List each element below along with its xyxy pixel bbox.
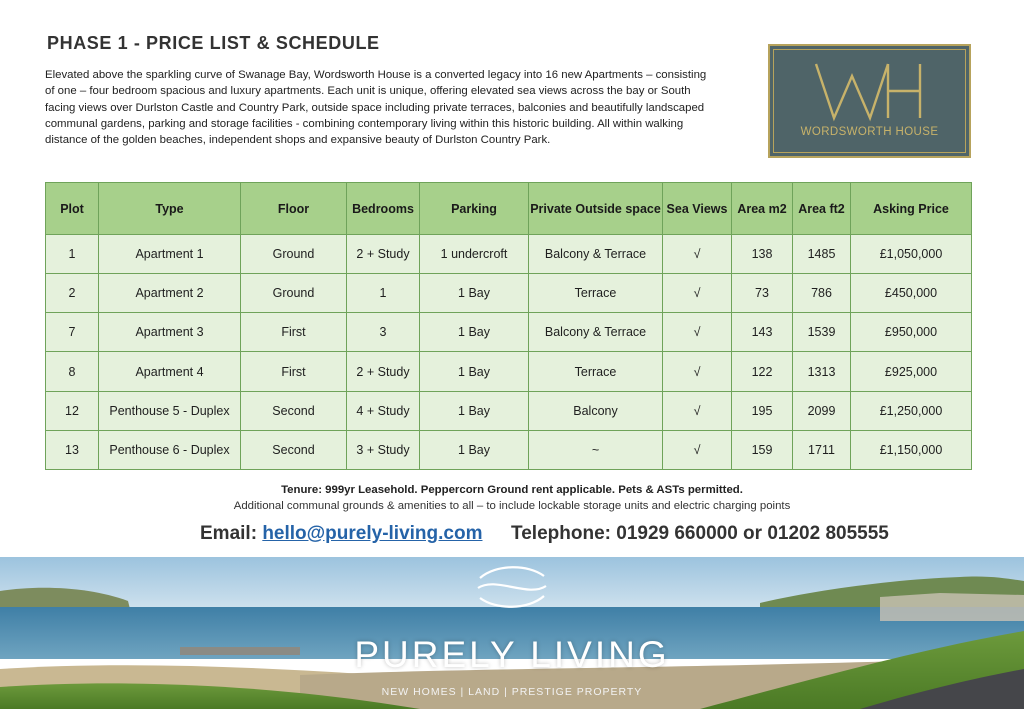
table-cell: Terrace: [529, 352, 663, 391]
table-cell: √: [663, 313, 732, 352]
table-cell: 1539: [793, 313, 851, 352]
table-cell: ~: [529, 430, 663, 469]
table-cell: Balcony & Terrace: [529, 313, 663, 352]
table-cell: 786: [793, 274, 851, 313]
table-cell: 7: [46, 313, 99, 352]
price-schedule-table: [45, 182, 972, 470]
table-cell: Balcony & Terrace: [529, 235, 663, 274]
table-cell: 1 Bay: [420, 352, 529, 391]
table-cell: 1 Bay: [420, 391, 529, 430]
table-cell: √: [663, 235, 732, 274]
email-link[interactable]: hello@purely-living.com: [262, 523, 483, 544]
table-cell: 1: [347, 274, 420, 313]
table-cell: Penthouse 5 - Duplex: [99, 391, 241, 430]
column-header: Asking Price: [851, 183, 972, 235]
telephone-text: Telephone: 01929 660000 or 01202 805555: [511, 523, 889, 544]
table-cell: 195: [732, 391, 793, 430]
column-header: Bedrooms: [347, 183, 420, 235]
table-cell: √: [663, 430, 732, 469]
table-row: [46, 274, 972, 313]
table-cell: First: [241, 313, 347, 352]
table-cell: £925,000: [851, 352, 972, 391]
table-cell: 1 Bay: [420, 430, 529, 469]
table-cell: Ground: [241, 274, 347, 313]
table-row: [46, 352, 972, 391]
table-cell: 2 + Study: [347, 352, 420, 391]
table-cell: 1485: [793, 235, 851, 274]
table-cell: 2 + Study: [347, 235, 420, 274]
table-row: [46, 313, 972, 352]
table-cell: 159: [732, 430, 793, 469]
table-cell: 73: [732, 274, 793, 313]
table-cell: Apartment 4: [99, 352, 241, 391]
table-cell: 3: [347, 313, 420, 352]
table-header-row: [46, 183, 972, 235]
table-cell: 3 + Study: [347, 430, 420, 469]
table-cell: 4 + Study: [347, 391, 420, 430]
table-cell: 1 Bay: [420, 313, 529, 352]
column-header: Parking: [420, 183, 529, 235]
column-header: Private Outside space: [529, 183, 663, 235]
column-header: Floor: [241, 183, 347, 235]
column-header: Type: [99, 183, 241, 235]
table-cell: 13: [46, 430, 99, 469]
table-cell: √: [663, 391, 732, 430]
contact-line: [200, 523, 889, 545]
wh-monogram-icon: [810, 60, 930, 122]
table-cell: Terrace: [529, 274, 663, 313]
table-cell: Penthouse 6 - Duplex: [99, 430, 241, 469]
brand-tagline: NEW HOMES | LAND | PRESTIGE PROPERTY: [381, 686, 643, 698]
table-cell: First: [241, 352, 347, 391]
table-cell: √: [663, 274, 732, 313]
table-row: [46, 391, 972, 430]
column-header: Area m2: [732, 183, 793, 235]
table-cell: 143: [732, 313, 793, 352]
table-row: [46, 235, 972, 274]
table-cell: Ground: [241, 235, 347, 274]
table-cell: Second: [241, 430, 347, 469]
column-header: Sea Views: [663, 183, 732, 235]
column-header: Plot: [46, 183, 99, 235]
table-cell: Balcony: [529, 391, 663, 430]
table-cell: 1 undercroft: [420, 235, 529, 274]
amenities-note: Additional communal grounds & amenities to all – to include lockable storage units and electric charging points: [233, 500, 791, 512]
table-cell: 1: [46, 235, 99, 274]
table-cell: £450,000: [851, 274, 972, 313]
brand-name: PURELY LIVING: [354, 634, 670, 675]
wordsworth-house-logo: [768, 44, 971, 158]
table-cell: 1313: [793, 352, 851, 391]
table-cell: √: [663, 352, 732, 391]
table-cell: £1,050,000: [851, 235, 972, 274]
table-cell: 8: [46, 352, 99, 391]
page-title: PHASE 1 - PRICE LIST & SCHEDULE: [47, 33, 380, 53]
intro-paragraph: Elevated above the sparkling curve of Swanage Bay, Wordsworth House is a converted legacy into 16 new Apartments – consisting of one – four bedroom spacious and luxury apartments. Each unit is unique, offering elevated sea views across the bay or South facing views over Durlston Castle and Country Park, outside space including private terraces, balconies and beautifully landscaped communal gardens, parking and storage facilities - combining contemporary living within this historic building. All within walking distance of the golden beaches, independent shops and expansive beauty of Durlston Country Park.: [45, 69, 707, 147]
table-cell: £1,150,000: [851, 430, 972, 469]
table-cell: £1,250,000: [851, 391, 972, 430]
table-cell: £950,000: [851, 313, 972, 352]
table-cell: 1711: [793, 430, 851, 469]
table-cell: 2099: [793, 391, 851, 430]
column-header: Area ft2: [793, 183, 851, 235]
table-cell: Second: [241, 391, 347, 430]
tenure-note: Tenure: 999yr Leasehold. Peppercorn Ground rent applicable. Pets & ASTs permitted.: [281, 484, 743, 496]
table-cell: Apartment 3: [99, 313, 241, 352]
table-cell: Apartment 1: [99, 235, 241, 274]
table-cell: 122: [732, 352, 793, 391]
table-row: [46, 430, 972, 469]
table-cell: 2: [46, 274, 99, 313]
email-label: Email:: [200, 523, 258, 544]
table-cell: 1 Bay: [420, 274, 529, 313]
table-cell: Apartment 2: [99, 274, 241, 313]
logo-name: WORDSWORTH HOUSE: [800, 126, 939, 138]
purely-living-wave-icon: [472, 560, 552, 612]
table-cell: 12: [46, 391, 99, 430]
table-cell: 138: [732, 235, 793, 274]
